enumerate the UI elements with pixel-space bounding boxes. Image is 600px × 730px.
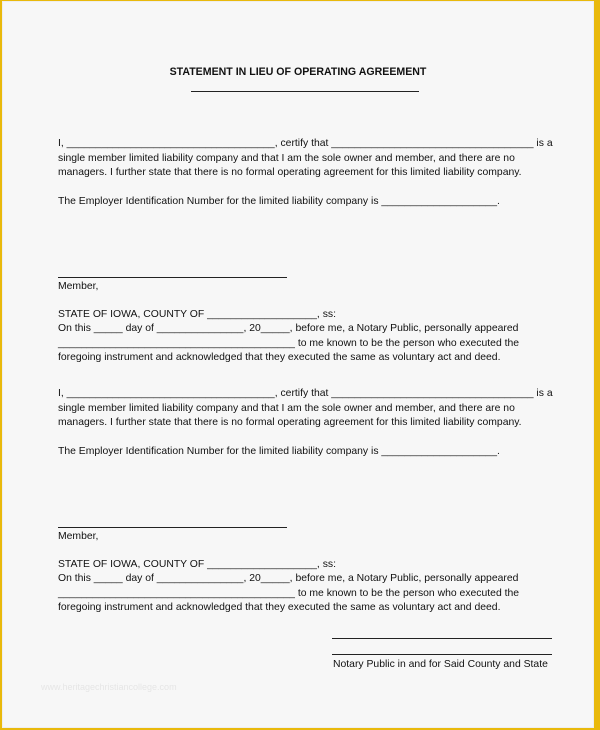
member-signature-line: [58, 277, 287, 278]
member-label: Member,: [58, 281, 99, 292]
state-county-line: STATE OF IOWA, COUNTY OF ___________________, ss:: [58, 559, 336, 570]
managers-line: managers. I further state that there is no formal operating agreement for this limited liability company.: [58, 167, 522, 178]
known-person-line: _________________________________________ to me known to be the person who executed the: [58, 588, 520, 599]
state-county-line: STATE OF IOWA, COUNTY OF ___________________, ss:: [58, 309, 336, 320]
single-member-line: single member limited liability company and that I am the sole owner and member, and there are no: [58, 403, 515, 414]
single-member-line: single member limited liability company and that I am the sole owner and member, and there are no: [58, 153, 515, 164]
certify-line: I, ____________________________________, certify that ___________________________________ is a: [58, 388, 553, 399]
ein-line: The Employer Identification Number for the limited liability company is ____________________.: [58, 196, 500, 207]
foregoing-line: foregoing instrument and acknowledged that they executed the same as voluntary act and deed.: [58, 602, 501, 613]
foregoing-line: foregoing instrument and acknowledged that they executed the same as voluntary act and deed.: [58, 352, 501, 363]
managers-line: managers. I further state that there is no formal operating agreement for this limited liability company.: [58, 417, 522, 428]
certify-line: I, ____________________________________, certify that ___________________________________ is a: [58, 138, 553, 149]
title-underline: [191, 91, 419, 92]
watermark-text: www.heritagechristiancollege.com: [41, 682, 177, 692]
member-signature-line: [58, 527, 287, 528]
document-page: [2, 1, 594, 728]
on-this-day-line: On this _____ day of _______________, 20_____, before me, a Notary Public, personally appeared: [58, 323, 519, 334]
notary-label: Notary Public in and for Said County and State: [333, 659, 548, 670]
member-label: Member,: [58, 531, 99, 542]
notary-signature-line-2: [332, 654, 552, 655]
document-title: STATEMENT IN LIEU OF OPERATING AGREEMENT: [169, 66, 427, 78]
notary-signature-line: [332, 638, 552, 639]
known-person-line: _________________________________________ to me known to be the person who executed the: [58, 338, 520, 349]
on-this-day-line: On this _____ day of _______________, 20_____, before me, a Notary Public, personally appeared: [58, 573, 519, 584]
ein-line: The Employer Identification Number for the limited liability company is ____________________.: [58, 446, 500, 457]
